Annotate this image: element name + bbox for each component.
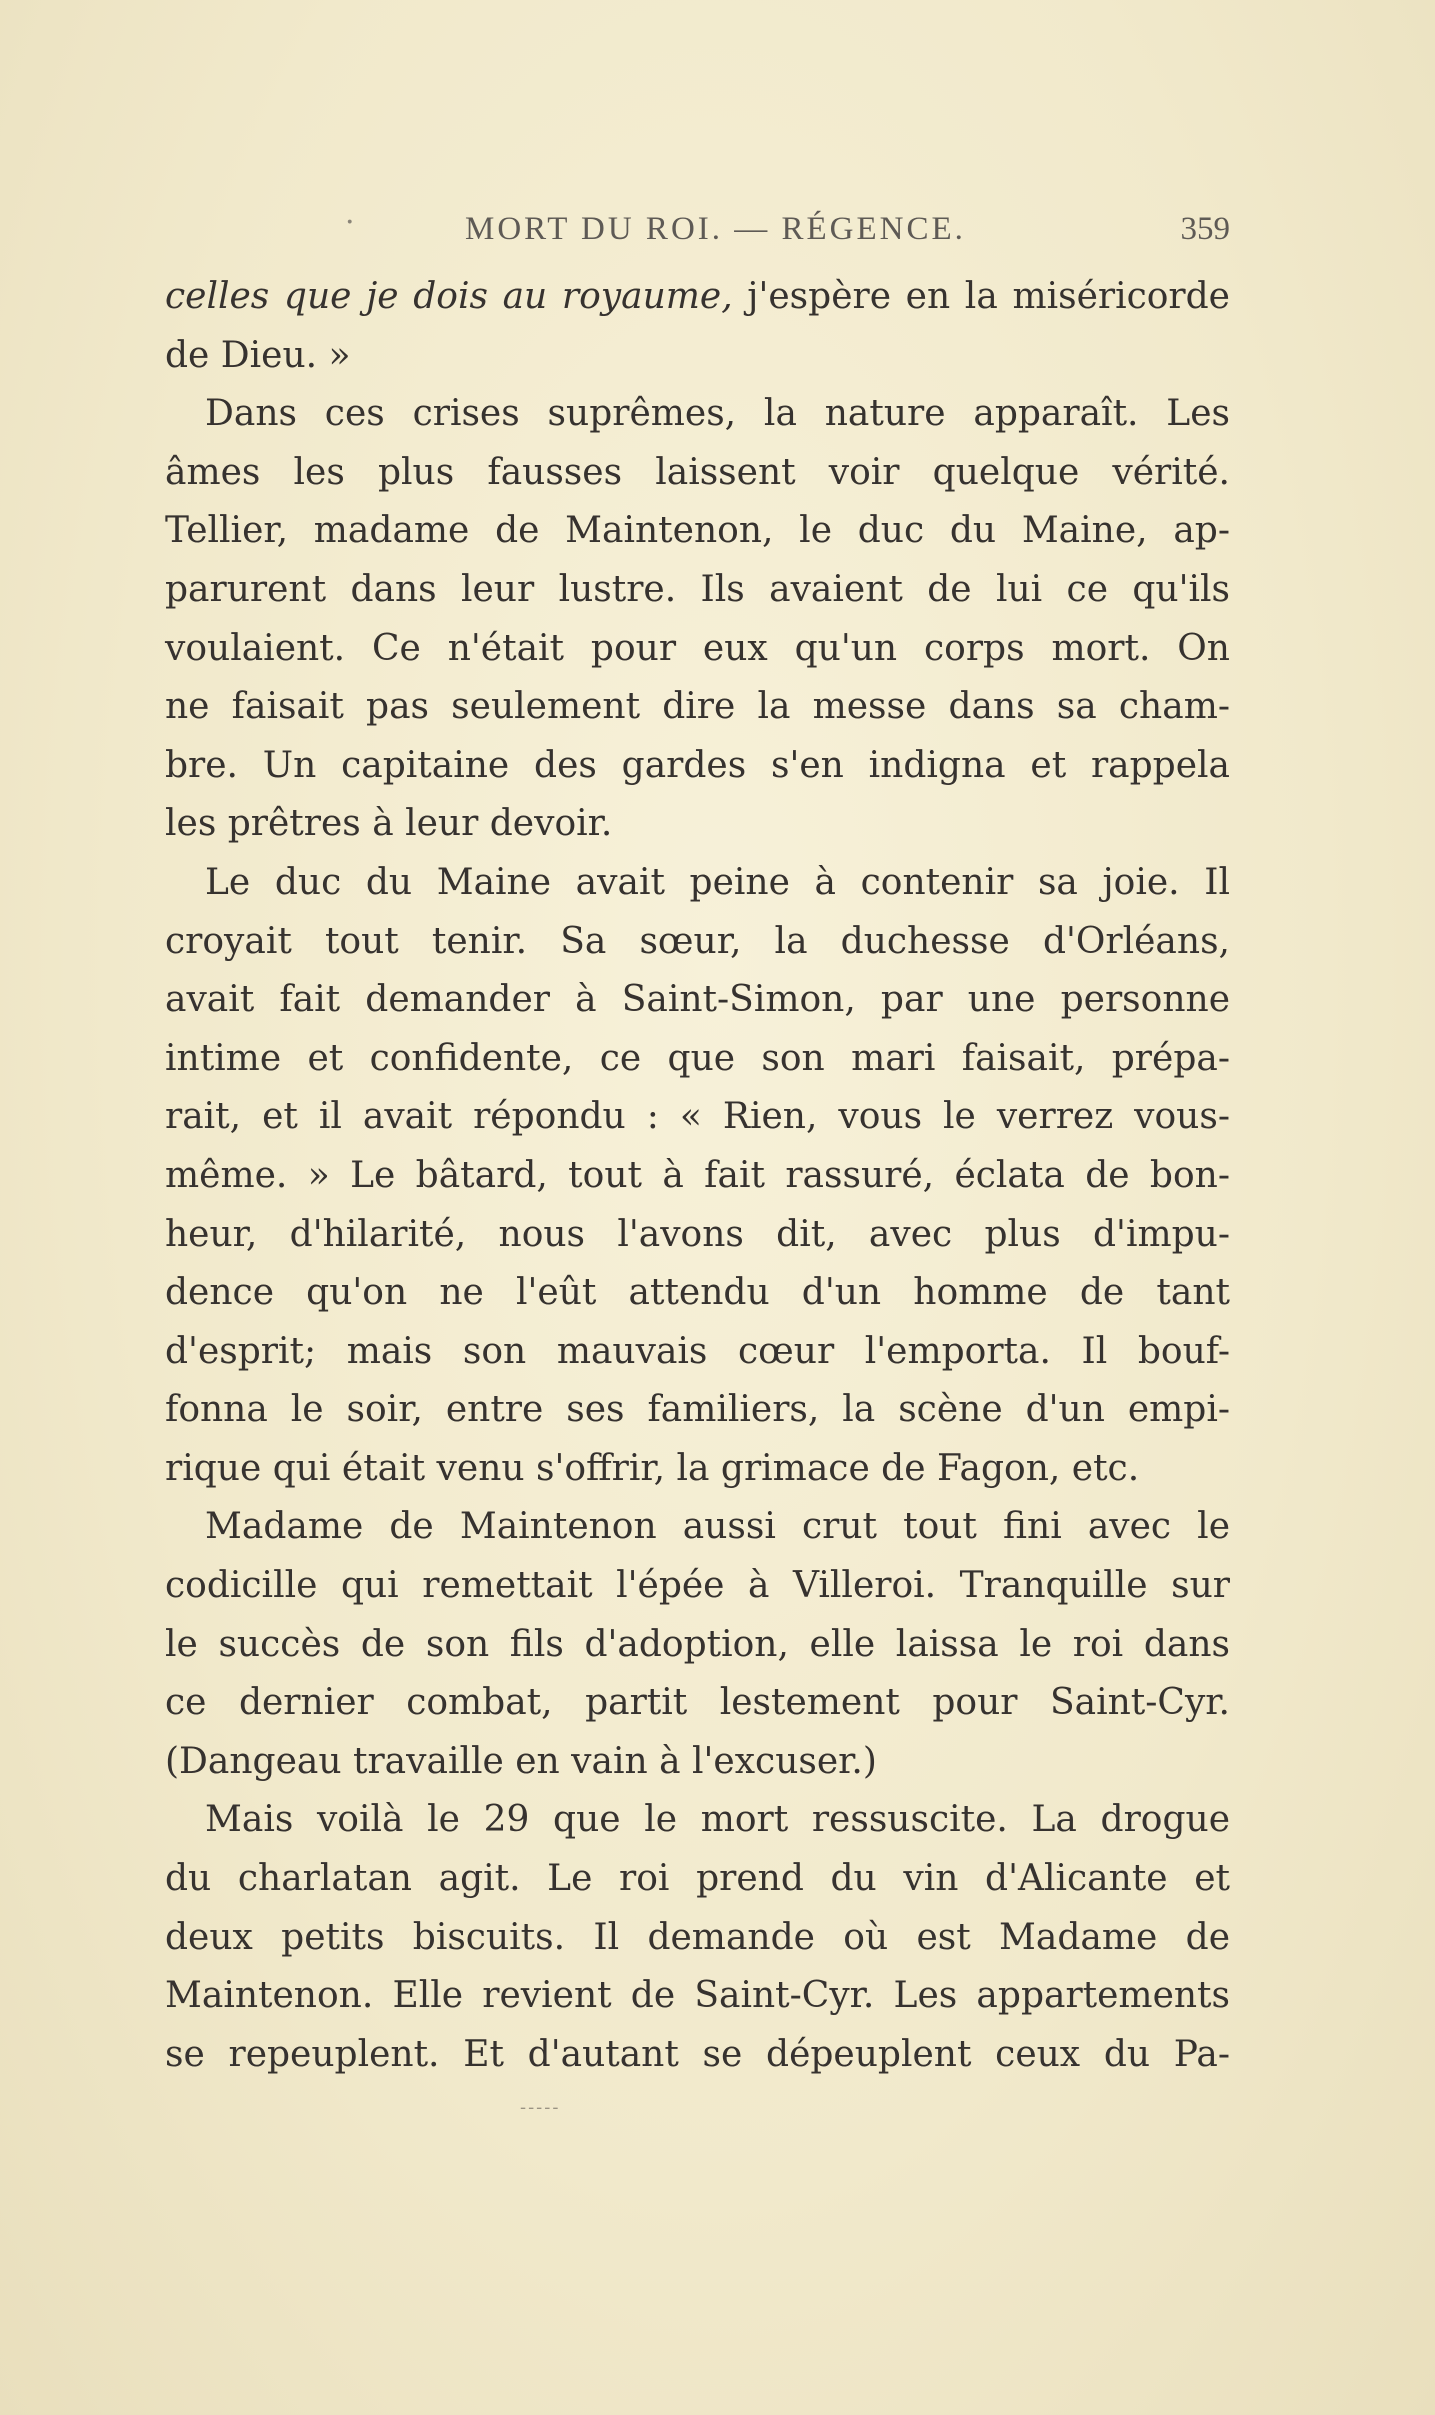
text-line-rest: j'espère en la miséricorde <box>732 276 1230 317</box>
body-text <box>165 268 1230 2084</box>
text-line: se repeuplent. Et d'autant se dépeuplent ceux du Pa- <box>165 2033 1230 2075</box>
text-line: rait, et il avait répondu : « Rien, vous le verrez vous- <box>165 1096 1230 1138</box>
text-line: de Dieu. » <box>165 334 351 376</box>
text-line: heur, d'hilarité, nous l'avons dit, avec plus d'impu- <box>165 1213 1230 1255</box>
text-line: le succès de son fils d'adoption, elle laissa le roi dans <box>165 1623 1230 1665</box>
text-line: deux petits biscuits. Il demande où est Madame de <box>165 1916 1230 1958</box>
text-line: (Dangeau travaille en vain à l'excuser.) <box>165 1740 877 1782</box>
text-line: Dans ces crises suprêmes, la nature apparaît. Les <box>205 393 1230 435</box>
text-line: les prêtres à leur devoir. <box>165 803 613 845</box>
text-line: Tellier, madame de Maintenon, le duc du Maine, ap- <box>165 510 1230 552</box>
running-title: MORT DU ROI. — RÉGENCE. <box>465 211 966 247</box>
text-line: Madame de Maintenon aussi crut tout fini avec le <box>205 1506 1230 1548</box>
text-line: bre. Un capitaine des gardes s'en indigna et rappela <box>165 744 1230 786</box>
text-line: d'esprit; mais son mauvais cœur l'emporta. Il bouf- <box>165 1330 1230 1372</box>
text-line: codicille qui remettait l'épée à Villeroi. Tranquille sur <box>165 1565 1230 1607</box>
text-line: fonna le soir, entre ses familiers, la scène d'un empi- <box>165 1389 1230 1431</box>
text-line: parurent dans leur lustre. Ils avaient de lui ce qu'ils <box>165 568 1230 610</box>
text-line: du charlatan agit. Le roi prend du vin d'Alicante et <box>165 1858 1230 1900</box>
text-line: ne faisait pas seulement dire la messe dans sa cham- <box>165 686 1230 728</box>
text-line: Maintenon. Elle revient de Saint-Cyr. Les appartements <box>165 1975 1230 2017</box>
text-line: rique qui était venu s'offrir, la grimace de Fagon, etc. <box>165 1447 1140 1489</box>
text-line: Le duc du Maine avait peine à contenir sa joie. Il <box>205 861 1230 903</box>
page-number: 359 <box>1180 211 1230 247</box>
text-line: Mais voilà le 29 que le mort ressuscite. La drogue <box>205 1799 1230 1841</box>
text-line: avait fait demander à Saint-Simon, par une personne <box>165 979 1230 1021</box>
footer-mark: ----- <box>520 2097 561 2118</box>
text-line: âmes les plus fausses laissent voir quelque vérité. <box>165 451 1230 493</box>
text-line: croyait tout tenir. Sa sœur, la duchesse d'Orléans, <box>165 920 1230 962</box>
header-dot: · <box>345 205 355 240</box>
text-line: voulaient. Ce n'était pour eux qu'un corps mort. On <box>165 627 1230 669</box>
page-header <box>165 205 1230 255</box>
text-line: dence qu'on ne l'eût attendu d'un homme de tant <box>165 1272 1230 1314</box>
italic-quote: celles que je dois au royaume, <box>165 276 733 317</box>
text-line: même. » Le bâtard, tout à fait rassuré, éclata de bon- <box>165 1154 1230 1196</box>
text-line: ce dernier combat, partit lestement pour Saint-Cyr. <box>165 1682 1230 1724</box>
text-line <box>165 268 1230 327</box>
text-line: intime et confidente, ce que son mari faisait, prépa- <box>165 1037 1230 1079</box>
